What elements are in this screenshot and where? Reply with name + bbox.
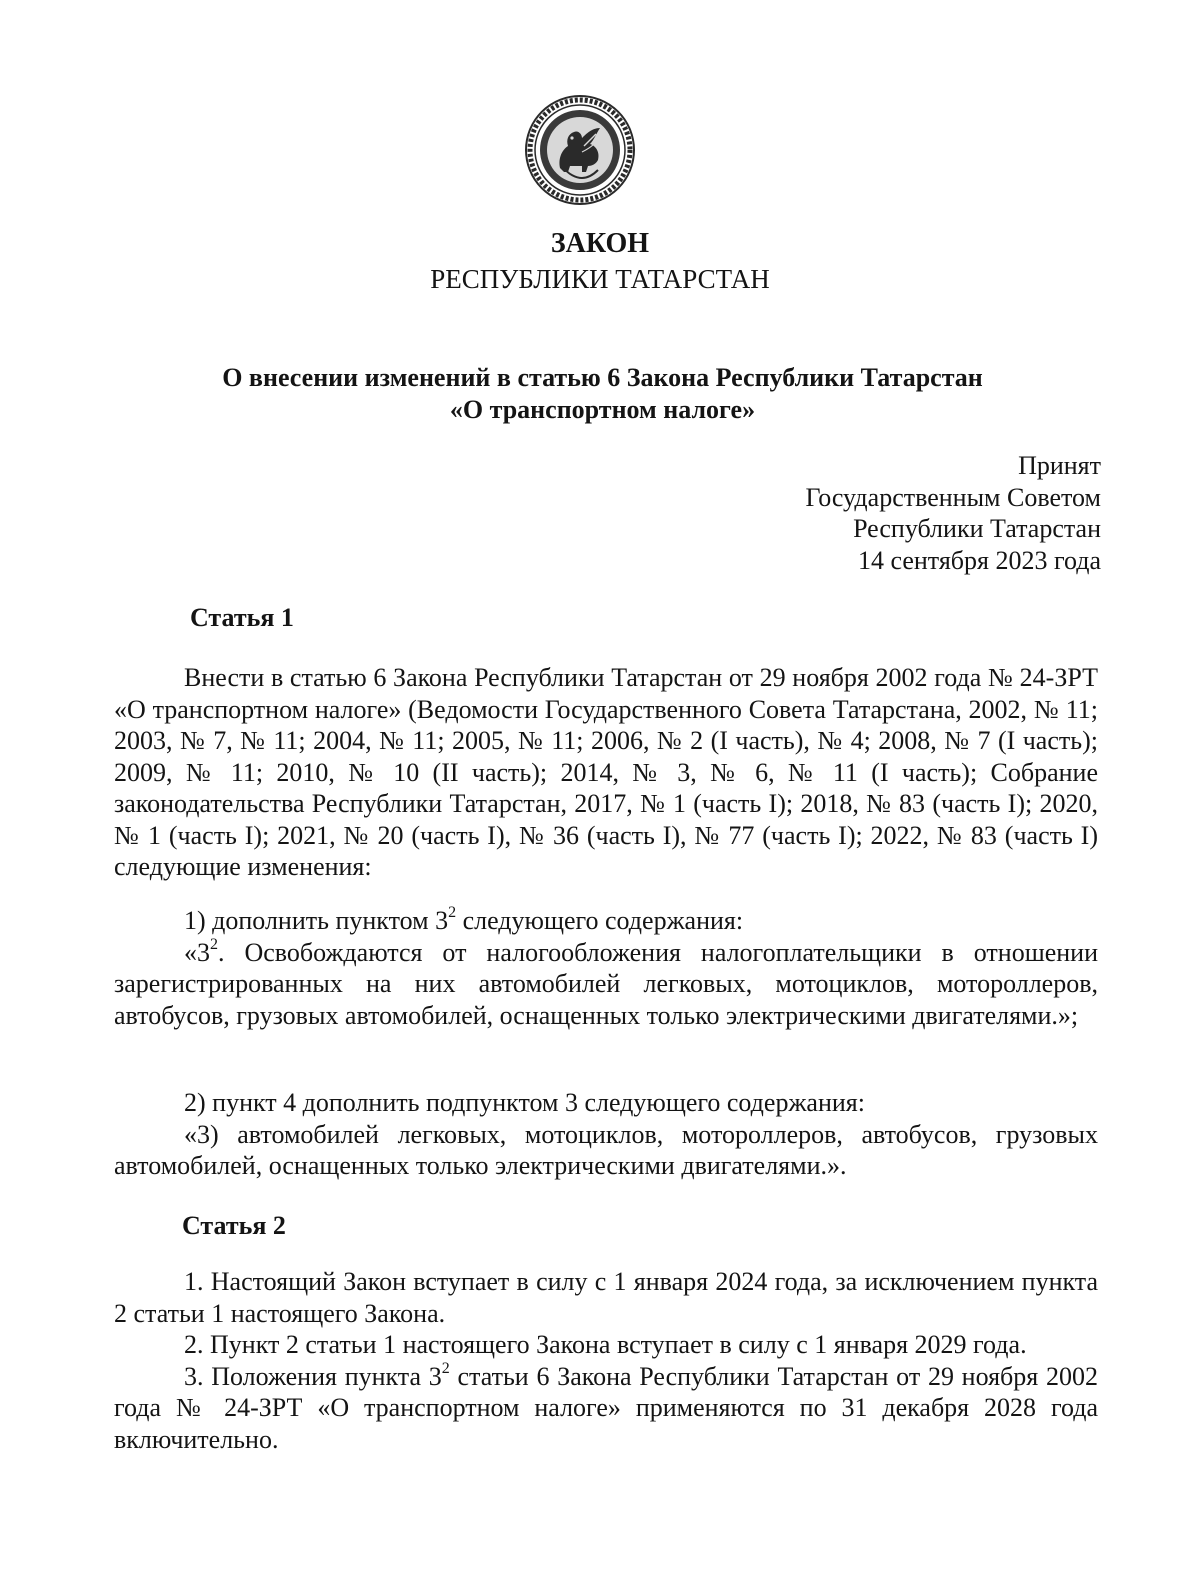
law-title [150,362,1055,426]
article-2-point-3 [114,1361,1098,1456]
item-1-lead-sup: 2 [448,904,457,921]
republic-heading: РЕСПУБЛИКИ ТАТАРСТАН [430,264,770,294]
item-1-quote-sup: 2 [210,935,218,953]
article-2-point-3-text: статьи 6 Закона Республики Татарстан от 29 ноября 2002 года № 24-ЗРТ «О транспортном налоге» применяются по 31 декабря 2028 года включительно. [114,1361,1098,1454]
adoption-line-3: Республики Татарстан [853,514,1101,543]
item-1-quote-text: . Освобождаются от налогообложения налогоплательщики в отношении зарегистрированных на них автомобилей легковых, мотоциклов, мотороллеров, автобусов, грузовых автомобилей, оснащенных только электрическими двигателями.»; [114,937,1098,1030]
article-1-intro-text: Внести в статью 6 Закона Республики Татарстан от 29 ноября 2002 года № 24-ЗРТ «О транспортном налоге» (Ведомости Государственного Совета Татарстана, 2002, № 11; 2003, № 7, № 11; 2004, № 11; 2005, № 11; 2006, № 2 (I часть), № 4; 2008, № 7 (I часть); 2009, № 11; 2010, № 10 (II часть); 2014, № 3, № 6, № 11 (I часть); Собрание законодательства Республики Татарстан, 2017, № 1 (часть I); 2018, № 83 (часть I); 2020, № 1 (часть I); 2021, № 20 (часть I), № 36 (часть I), № 77 (часть I); 2022, № 83 (часть I) следующие изменения: [114,663,1098,881]
item-1-lead-text-end: следующего содержания: [456,906,744,935]
adoption-line-2: Государственным Советом [805,482,1101,512]
item-1-lead [114,905,1098,937]
law-title-line-2: «О транспортном налоге» [449,395,756,424]
article-2-point-3-sup: 2 [441,1359,450,1377]
adoption-date: 14 сентября 2023 года [857,545,1101,575]
item-2-lead: 2) пункт 4 дополнить подпунктом 3 следующего содержания: [184,1088,865,1117]
article-1-heading: Статья 1 [190,603,294,632]
item-1-quote [114,937,1098,1032]
adoption-line-1: Принят [1018,451,1101,480]
article-2-point-1: 1. Настоящий Закон вступает в силу с 1 января 2024 года, за исключением пункта 2 статьи 1 настоящего Закона. [114,1267,1098,1328]
article-2-point-2: 2. Пункт 2 статьи 1 настоящего Закона вступает в силу с 1 января 2029 года. [184,1330,1027,1359]
item-2-quote: «3) автомобилей легковых, мотоциклов, мотороллеров, автобусов, грузовых автомобилей, оснащенных только электрическими двигателями.». [114,1119,1098,1180]
tatarstan-coat-of-arms-icon [524,94,636,206]
law-heading: ЗАКОН [550,228,650,259]
article-1-item-2 [114,1087,1098,1182]
article-2-point-3-start: 3. Положения пункта 3 [184,1361,442,1391]
article-1-item-1 [114,905,1098,1031]
article-1-intro [114,662,1098,883]
law-title-line-1: О внесении изменений в статью 6 Закона Республики Татарстан [222,363,983,392]
item-1-lead-text: 1) дополнить пунктом 3 [184,906,449,935]
article-2-heading: Статья 2 [182,1211,286,1240]
item-1-quote-start: «3 [184,937,210,967]
article-2-body [114,1266,1098,1455]
adoption-block [805,450,1101,576]
